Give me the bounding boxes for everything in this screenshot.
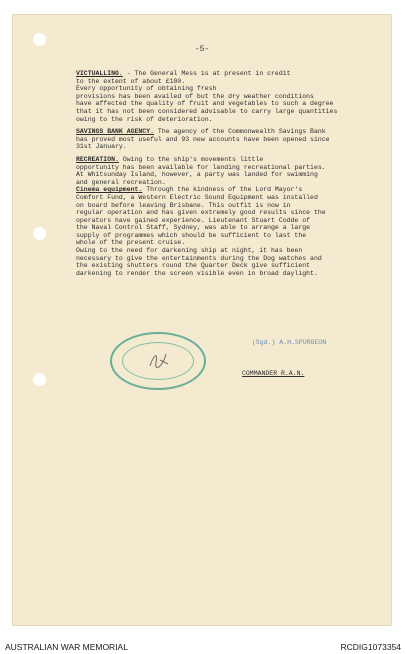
- heading-victualling: VICTUALLING.: [76, 70, 123, 77]
- signature: (Sgd.) A.H.SPURGEON: [252, 339, 327, 346]
- text-line: Owing to the ship's movements little: [118, 155, 264, 163]
- punch-hole-middle: [33, 227, 46, 240]
- footer-record-id: RCDIG1073354: [340, 642, 401, 652]
- paragraph-savings-bank: [76, 128, 368, 151]
- text-line: Comfort Fund, a Western Electric Sound Equipment was installed: [76, 193, 318, 201]
- text-line: supply of programmes which should be sufficient to last the: [76, 231, 307, 239]
- signatory-title: COMMANDER R.A.N.: [242, 370, 305, 377]
- text-line: necessary to give the entertainments during the Dog watches and: [76, 254, 322, 262]
- text-line: whole of the present cruise.: [76, 239, 186, 247]
- text-line: At Whitsunday Island, however, a party was landed for swimming: [76, 171, 318, 179]
- text-line: that it has not been considered advisable to carry large quantities: [76, 107, 338, 115]
- text-line: The agency of the Commonwealth Savings Bank: [154, 128, 326, 136]
- text-line: operators have gained experience. Lieutenant Stuart Codde of: [76, 216, 311, 224]
- text-line: regular operation and has given extremely good results since the: [76, 209, 326, 217]
- text-line: on board before leaving Brisbane. This outfit is now in: [76, 201, 291, 209]
- text-line: provisions has been availed of but the dry weather conditions: [76, 92, 314, 100]
- document-body: [76, 70, 368, 282]
- heading-savings-bank: SAVINGS BANK AGENCY.: [76, 128, 155, 136]
- punch-hole-bottom: [33, 373, 46, 386]
- text-line: Every opportunity of obtaining fresh: [76, 85, 217, 93]
- text-line: owing to the risk of deterioration.: [76, 115, 213, 123]
- text-line: opportunity has been available for landing recreational parties.: [76, 163, 326, 171]
- paragraph-cinema: [76, 186, 368, 277]
- footer-institution: AUSTRALIAN WAR MEMORIAL: [5, 642, 128, 652]
- text-line: darkening to render the screen visible even in broad daylight.: [76, 269, 318, 277]
- text-line: Through the kindness of the Lord Mayor's: [142, 186, 303, 194]
- text-line: the Naval Control Staff, Sydney, was able to arrange a large: [76, 224, 311, 232]
- page-number: -5-: [194, 45, 210, 54]
- text-line: Owing to the need for darkening ship at night, it has been: [76, 247, 303, 255]
- paragraph-victualling: [76, 70, 368, 123]
- text-line: and general recreation.: [76, 178, 166, 186]
- text-line: to the extent of about £100.: [76, 77, 186, 85]
- text-line: 31st January.: [76, 143, 127, 151]
- circular-stamp: [110, 332, 206, 390]
- initials-scribble-icon: [146, 348, 172, 372]
- archive-footer: [0, 640, 406, 654]
- text-line: the existing shutters round the Quarter Deck give sufficient: [76, 262, 311, 270]
- paragraph-recreation: [76, 156, 368, 186]
- heading-cinema: Cinema equipment.: [76, 186, 143, 194]
- text-line: - The General Mess is at present in credit: [122, 70, 291, 77]
- text-line: has proved most useful and 93 new accounts have been opened since: [76, 135, 330, 143]
- text-line: have affected the quality of fruit and vegetables to such a degree: [76, 100, 334, 108]
- heading-recreation: RECREATION.: [76, 155, 119, 163]
